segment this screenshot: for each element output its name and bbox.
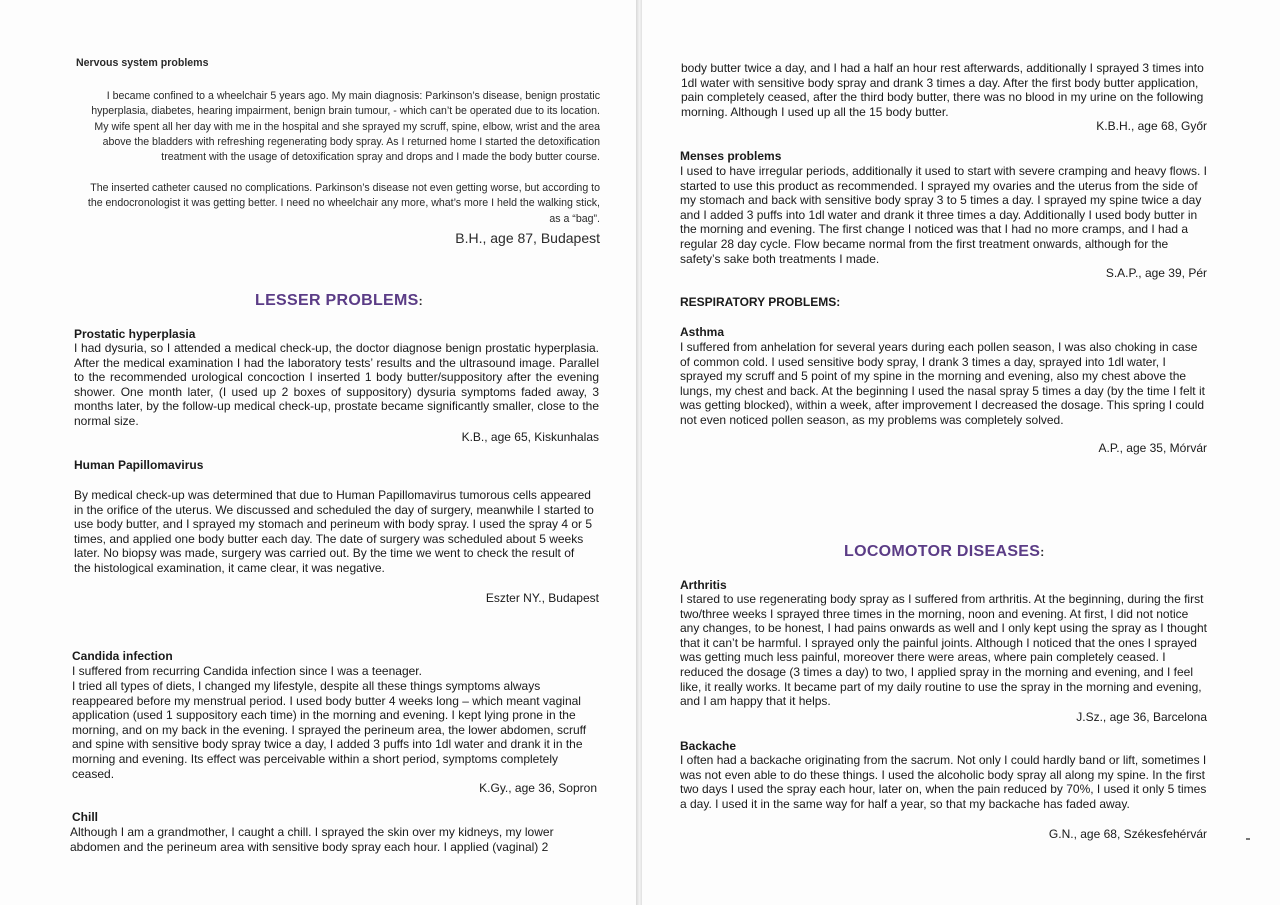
- menses-text: I used to have irregular periods, additionally it used to start with severe cramping and heavy flows. I started to use this product as recommended. I sprayed my ovaries and the uterus from the side of my stomach and back with sensitive body spray 3 to 5 times a day. I sprayed my spine twice a day and I added 3 puffs into 1dl water and drank it three times a day. Additionally I used body butter in the morning and evening. The first change I noticed was that I had no more cramps, and I had a regular 28 day cycle. Flow became normal from the first treatment onwards, although for the safety’s sake both treatments I made.: [680, 164, 1207, 266]
- menses-title: Menses problems: [680, 149, 782, 163]
- lesser-problems-heading-text: LESSER PROBLEMS: [255, 292, 419, 309]
- hpv-text: By medical check-up was determined that due to Human Papillomavirus tumorous cells appeared in the orifice of the uterus. We discussed and scheduled the day of surgery, meanwhile I started to use body butter, and I sprayed my stomach and perineum with body spray. I used the spray 4 or 5 times, and applied one body butter each day. The date of surgery was scheduled about 5 weeks later. No biopsy was made, surgery was carried out. By the time we went to check the result of the histological examination, it came clear, it was negative.: [74, 488, 594, 575]
- locomotor-heading-text: LOCOMOTOR DISEASES: [844, 543, 1041, 560]
- menses-signature: S.A.P., age 39, Pér: [1105, 266, 1207, 280]
- arthritis-text: I stared to use regenerating body spray as I suffered from arthritis. At the beginning, during the first two/three weeks I sprayed three times in the morning, noon and evening. At first, I did not notice any changes, to be honest, I had pains onwards as well and I only kept using the spray as I thought that it can’t be harmful. I sprayed only the painful joints. Although I noticed that the ones I sprayed was getting much less painful, moreover there were areas, where pain completely ceased. I reduced the dosage (3 times a day) to two, I applied spray in the morning and evening, and I feel like, it really works. It became part of my daily routine to use the spray in the morning and evening, and I am happy that it helps.: [680, 592, 1208, 709]
- backache-signature: G.N., age 68, Székesfehérvár: [1048, 827, 1207, 841]
- prostatic-title: Prostatic hyperplasia: [74, 327, 196, 341]
- asthma-signature: A.P., age 35, Mórvár: [1098, 441, 1207, 455]
- asthma-title: Asthma: [680, 325, 725, 339]
- lesser-problems-heading: [255, 292, 423, 310]
- candida-text: I tried all types of diets, I changed my lifestyle, despite all these things symptoms always reappeared before my menstrual period. I used body butter 4 weeks long – which meant vaginal application (used 1 suppository each time) in the morning and evening. I kept lying prone in the morning, and on my back in the evening. I sprayed the perineum area, the lower abdomen, scruff and spine with sensitive body spray twice a day, I added 3 puffs into 1dl water and drank it in the morning and evening. Its effect was perceivable within a short period, symptoms completely ceased.: [72, 679, 587, 781]
- asthma-text: I suffered from anhelation for several years during each pollen season, I was also choking in case of common cold. I used sensitive body spray, I drank 3 times a day, sprayed into 1dl water, I sprayed my scruff and 5 point of my spine in the morning and evening, also my chest above the lungs, my chest and back. At the beginning I used the nasal spray 5 times a day (by the time I felt it was getting blocked), within a week, after improvement I decreased the dosage. This spring I could not even noticed pollen season, as my problems was completely solved.: [680, 340, 1205, 427]
- prostatic-text: I had dysuria, so I attended a medical check-up, the doctor diagnose benign prostatic hyperplasia. After the medical examination I had the laboratory tests’ results and the ultrasound image. Parallel to the recommended urological concoction I inserted 1 body butter/suppository after the evening shower. One month later, (I used up 2 boxes of suppository) dysuria symptoms faded away, 3 months later, by the follow-up medical check-up, prostate became significantly smaller, close to the normal size.: [74, 341, 599, 428]
- scan-speck: [1246, 838, 1250, 840]
- candida-title: Candida infection: [72, 649, 173, 663]
- backache-title: Backache: [680, 739, 737, 753]
- nervous-section-title: Nervous system problems: [76, 57, 209, 69]
- left-page: [0, 0, 638, 905]
- prostatic-signature: K.B., age 65, Kiskunhalas: [461, 430, 599, 444]
- nervous-paragraph-1: I became confined to a wheelchair 5 years ago. My main diagnosis: Parkinson’s disease, benign prostatic hyperplasia, diabetes, hearing impairment, benign brain tumour, - which can’t be operated due to its location. My wife spent all her day with me in the hospital and she sprayed my scruff, spine, elbow, wrist and the area above the bladders with refreshing regenerating body spray. As I returned home I started the detoxification treatment with the usage of detoxification spray and drops and I made the body butter course.: [91, 90, 600, 164]
- respiratory-heading: RESPIRATORY PROBLEMS:: [680, 295, 841, 309]
- nervous-paragraph-2: The inserted catheter caused no complications. Parkinson’s disease not even getting worse, but according to the endocronologist it was getting better. I need no wheelchair any more, what’s more I held the walking stick, as a “bag”.: [87, 182, 600, 225]
- arthritis-title: Arthritis: [680, 578, 727, 592]
- chill-text: Although I am a grandmother, I caught a chill. I sprayed the skin over my kidneys, my lower abdomen and the perineum area with sensitive body spray each hour. I applied (vaginal) 2: [70, 825, 554, 854]
- candida-signature: K.Gy., age 36, Sopron: [479, 781, 597, 795]
- nervous-signature: B.H., age 87, Budapest: [455, 230, 600, 246]
- heading-colon: :: [1040, 545, 1045, 559]
- heading-colon: :: [418, 294, 423, 308]
- chill-title: Chill: [72, 810, 98, 824]
- candida-line1: I suffered from recurring Candida infection since I was a teenager.: [72, 664, 422, 678]
- hpv-signature: Eszter NY., Budapest: [485, 591, 599, 605]
- arthritis-signature: J.Sz., age 36, Barcelona: [1076, 710, 1207, 724]
- continued-text: body butter twice a day, and I had a half an hour rest afterwards, additionally I sprayed 3 times into 1dl water with sensitive body spray and drank 3 times a day. After the first body butter application, pain completely ceased, after the third body butter, there was no blood in my urine on the following morning. Although I used up all the 15 body butter.: [681, 61, 1204, 119]
- hpv-title: Human Papillomavirus: [74, 458, 204, 472]
- continued-signature: K.B.H., age 68, Győr: [1096, 119, 1207, 133]
- locomotor-heading: [844, 543, 1045, 561]
- right-page: [642, 0, 1280, 905]
- backache-text: I often had a backache originating from the sacrum. Not only I could hardly band or lift, sometimes I was not even able to do these things. I used the alcoholic body spray all along my spine. In the first two days I used the spray each hour, later on, when the pain reduced by 70%, I used it only 5 times a day. I used it in the same way for half a year, so that my backache has faded away.: [680, 753, 1207, 811]
